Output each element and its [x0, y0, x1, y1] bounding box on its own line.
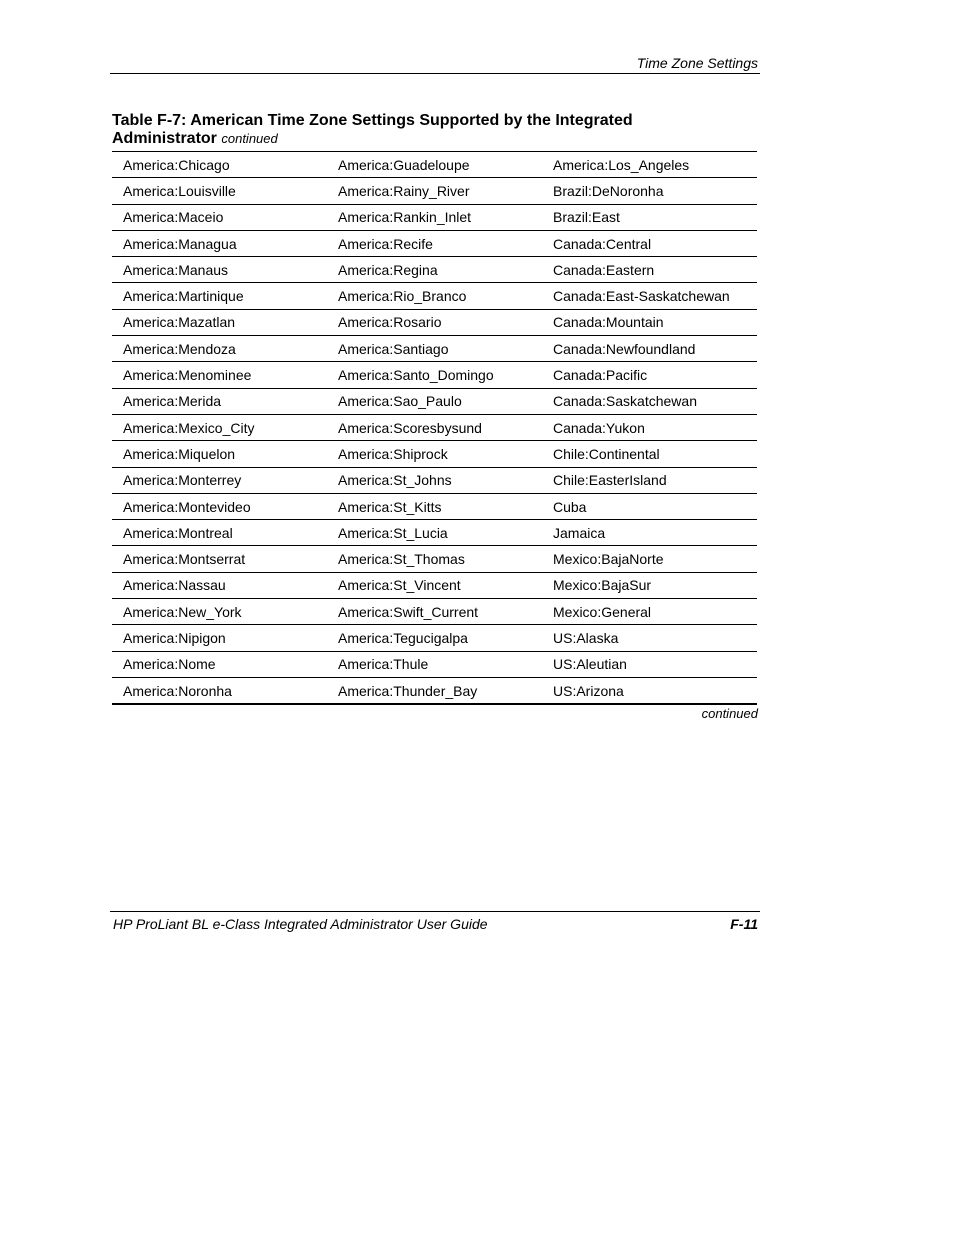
- table-cell: America:Martinique: [112, 283, 327, 309]
- table-cell: America:New_York: [112, 599, 327, 625]
- table-cell: America:Recife: [327, 230, 542, 256]
- time-zone-table: [112, 151, 757, 705]
- table-cell: America:Chicago: [112, 152, 327, 178]
- table-cell: Mexico:BajaSur: [542, 572, 757, 598]
- table-cell: Canada:Pacific: [542, 362, 757, 388]
- table-row: [112, 625, 757, 651]
- footer-page-number: F-11: [730, 916, 758, 932]
- table-cell: Jamaica: [542, 520, 757, 546]
- table-row: [112, 230, 757, 256]
- table-cell: America:Nipigon: [112, 625, 327, 651]
- table-cell: Canada:East-Saskatchewan: [542, 283, 757, 309]
- table-cell: America:Regina: [327, 257, 542, 283]
- table-row: [112, 599, 757, 625]
- table-row: [112, 572, 757, 598]
- table-cell: Mexico:General: [542, 599, 757, 625]
- table-row: [112, 362, 757, 388]
- table-cell: Mexico:BajaNorte: [542, 546, 757, 572]
- table-cell: America:Shiprock: [327, 441, 542, 467]
- page-footer: [110, 911, 760, 935]
- running-header: [110, 52, 760, 74]
- table-cell: America:Thule: [327, 651, 542, 677]
- table-cell: America:St_Kitts: [327, 493, 542, 519]
- table-cell: Canada:Saskatchewan: [542, 388, 757, 414]
- table-row: [112, 178, 757, 204]
- table-row: [112, 441, 757, 467]
- table-cell: America:Tegucigalpa: [327, 625, 542, 651]
- table-cell: America:Manaus: [112, 257, 327, 283]
- table-cell: America:Menominee: [112, 362, 327, 388]
- table-cell: Brazil:DeNoronha: [542, 178, 757, 204]
- table-cell: America:Rainy_River: [327, 178, 542, 204]
- table-cell: America:St_Vincent: [327, 572, 542, 598]
- table-cell: America:Merida: [112, 388, 327, 414]
- table-row: [112, 388, 757, 414]
- table-row: [112, 309, 757, 335]
- table-cell: America:Thunder_Bay: [338, 682, 478, 699]
- table-cell: America:Nome: [112, 651, 327, 677]
- table-cell: America:Noronha: [123, 682, 232, 699]
- table-row: [112, 520, 757, 546]
- table-continued-note: continued: [701, 706, 758, 721]
- table-cell: America:Montreal: [112, 520, 327, 546]
- table-row: [112, 677, 757, 704]
- table-cell: America:Sao_Paulo: [327, 388, 542, 414]
- table-cell: America:St_Johns: [327, 467, 542, 493]
- table-cell: America:Los_Angeles: [542, 152, 757, 178]
- table-cell: Cuba: [542, 493, 757, 519]
- running-header-title: Time Zone Settings: [636, 55, 758, 71]
- table-cell: America:Santiago: [327, 336, 542, 362]
- table-cell: America:Monterrey: [112, 467, 327, 493]
- table-row: [112, 546, 757, 572]
- time-zone-table-body: [112, 152, 757, 705]
- table-cell: Canada:Mountain: [542, 309, 757, 335]
- footer-book-title: HP ProLiant BL e-Class Integrated Administrator User Guide: [113, 916, 488, 932]
- table-cell: Chile:EasterIsland: [542, 467, 757, 493]
- table-cell: Chile:Continental: [542, 441, 757, 467]
- table-cell: America:Montevideo: [112, 493, 327, 519]
- table-cell: America:Swift_Current: [327, 599, 542, 625]
- table-cell: America:St_Thomas: [327, 546, 542, 572]
- table-cell: America:Miquelon: [112, 441, 327, 467]
- table-cell: America:Maceio: [112, 204, 327, 230]
- table-cell: Canada:Yukon: [542, 414, 757, 440]
- table-cell: America:Santo_Domingo: [327, 362, 542, 388]
- table-row: [112, 257, 757, 283]
- table-cell: America:Mendoza: [112, 336, 327, 362]
- table-cell: America:Rosario: [327, 309, 542, 335]
- table-row: [112, 204, 757, 230]
- table-cell: Canada:Central: [542, 230, 757, 256]
- table-cell: America:Scoresbysund: [327, 414, 542, 440]
- table-caption: [112, 112, 672, 148]
- table-cell: America:Guadeloupe: [327, 152, 542, 178]
- table-cell: America:Mexico_City: [112, 414, 327, 440]
- table-row: [112, 336, 757, 362]
- table-cell: America:Mazatlan: [112, 309, 327, 335]
- table-cell: America:Rankin_Inlet: [327, 204, 542, 230]
- table-cell: Brazil:East: [542, 204, 757, 230]
- table-caption-continued: continued: [221, 131, 278, 146]
- table-row: [112, 651, 757, 677]
- table-cell: America:Nassau: [112, 572, 327, 598]
- table-cell: Canada:Newfoundland: [542, 336, 757, 362]
- table-row: [112, 467, 757, 493]
- table-row: [112, 414, 757, 440]
- table-cell: Canada:Eastern: [542, 257, 757, 283]
- table-cell: America:Louisville: [112, 178, 327, 204]
- table-cell: US:Arizona: [553, 682, 624, 699]
- table-caption-text: Table F-7: American Time Zone Settings Supported by the Integrated Administrator: [112, 112, 633, 147]
- table-row: [112, 283, 757, 309]
- table-row: [112, 493, 757, 519]
- table-cell: US:Alaska: [542, 625, 757, 651]
- table-cell: America:Montserrat: [112, 546, 327, 572]
- table-cell: America:Managua: [112, 230, 327, 256]
- table-cell: America:St_Lucia: [327, 520, 542, 546]
- table-cell: US:Aleutian: [542, 651, 757, 677]
- table-row: [112, 152, 757, 178]
- table-cell: America:Rio_Branco: [327, 283, 542, 309]
